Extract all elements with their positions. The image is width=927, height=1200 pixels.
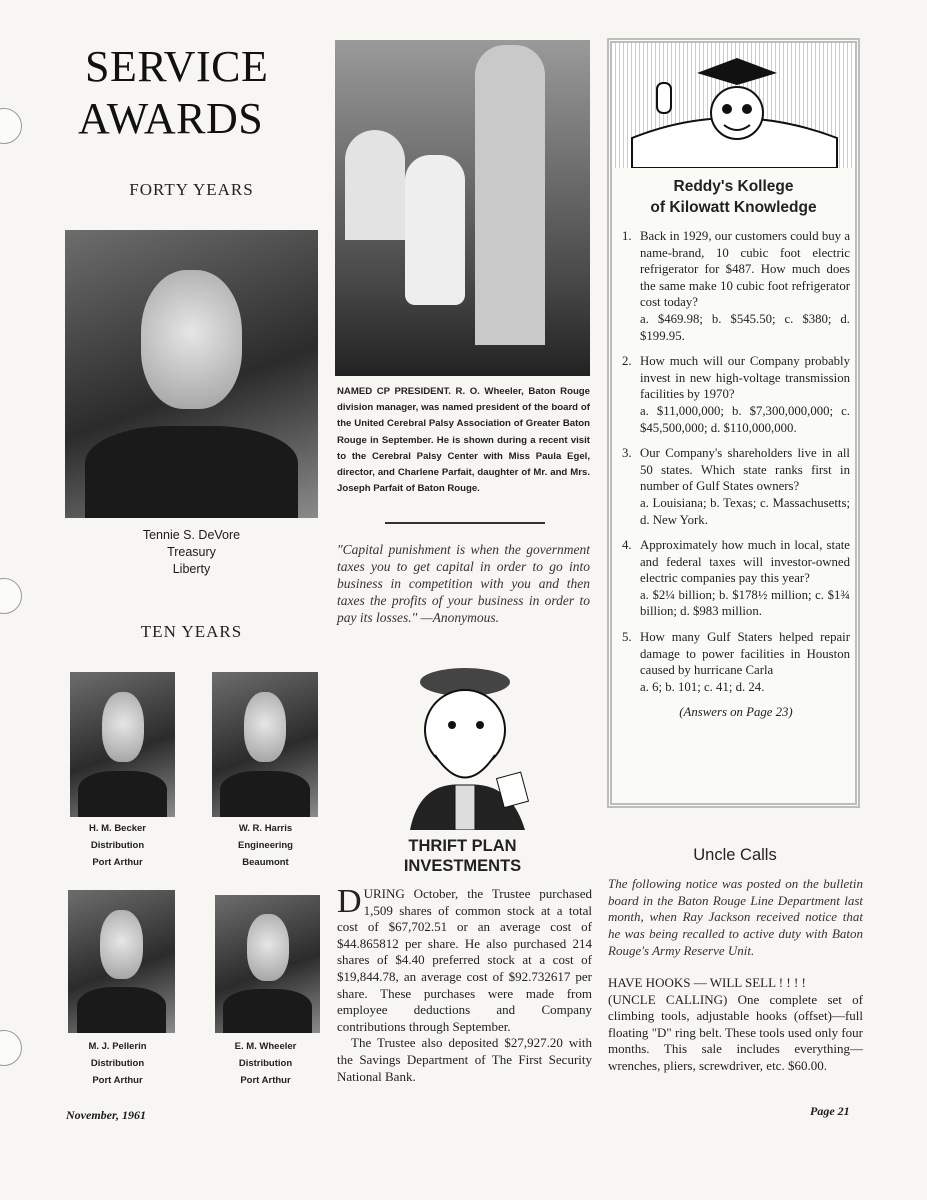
portrait-photo-harris	[212, 672, 318, 817]
photo-caption: NAMED CP PRESIDENT. R. O. Wheeler, Baton Rouge division manager, was named president of the board of the United Cerebral Palsy Association of Greater Baton Rouge in September. He is shown during a recent visit to the Cerebral Palsy Center with Miss Paula Egel, director, and Charlene Parfait, daughter of Mr. and Mrs. Joseph Parfait of Baton Rouge.	[337, 386, 590, 495]
page-title-line1: SERVICE	[85, 42, 269, 91]
question-text: How many Gulf Staters helped repair damage to power facilities in Houston caused by hurricane Carla	[640, 630, 850, 678]
person-name: M. J. Pellerin	[88, 1041, 147, 1052]
person-location: Beaumont	[242, 857, 289, 868]
scotsman-cartoon-illustration	[400, 660, 540, 830]
page-number: Page 21	[810, 1104, 850, 1118]
portrait-photo-becker	[70, 672, 175, 817]
title-line: of Kilowatt Knowledge	[650, 199, 817, 216]
section-heading-forty-years: FORTY YEARS	[129, 180, 254, 199]
quiz-question	[622, 537, 850, 620]
title-line: Reddy's Kollege	[673, 178, 794, 195]
heading-line: THRIFT PLAN	[408, 837, 517, 855]
quiz-title	[612, 176, 855, 218]
reddy-kilowatt-professor-illustration	[612, 43, 855, 168]
quiz-question	[622, 228, 850, 344]
question-options: a. $2¼ billion; b. $178½ million; c. $1¾ billion; d. $983 million.	[640, 587, 850, 619]
question-text: Back in 1929, our customers could buy a name-brand, 10 cubic foot electric refrigerator for $487. How much does the same make 10 cubic foot refrigerator cost today?	[640, 229, 850, 310]
binder-hole	[0, 578, 22, 614]
award-caption-wheeler	[208, 1038, 323, 1089]
photo-cerebral-palsy-visit	[335, 40, 590, 376]
award-caption-becker	[60, 820, 175, 871]
person-department: Treasury	[167, 545, 216, 559]
binder-hole	[0, 1030, 22, 1066]
section-heading-ten-years: TEN YEARS	[140, 622, 243, 641]
quiz-box	[607, 38, 860, 808]
person-name: Tennie S. DeVore	[142, 528, 241, 542]
ornamental-divider	[385, 522, 545, 524]
person-location: Port Arthur	[92, 857, 143, 868]
thrift-plan-article	[337, 883, 592, 1085]
portrait-photo-wheeler	[215, 895, 320, 1033]
question-options: a. $11,000,000; b. $7,300,000,000; c. $45,500,000; d. $110,000,000.	[640, 403, 850, 435]
person-department: Engineering	[238, 840, 293, 851]
question-number: 5.	[622, 630, 632, 645]
person-location: Port Arthur	[240, 1075, 291, 1086]
uncle-calls-intro: The following notice was posted on the bulletin board in the Baton Rouge Line Department last month, when Ray Jackson received notice that he was being recalled to active duty with Baton Rouge's Army Reserve Unit.	[608, 876, 863, 958]
portrait-photo-devore	[65, 230, 318, 518]
portrait-photo-pellerin	[68, 890, 175, 1033]
award-caption-pellerin	[60, 1038, 175, 1089]
notice-headline: HAVE HOOKS — WILL SELL ! ! ! !	[608, 975, 806, 990]
answers-note: (Answers on Page 23)	[679, 705, 793, 720]
quiz-questions	[622, 228, 850, 721]
question-number: 1.	[622, 229, 632, 243]
uncle-calls-heading: Uncle Calls	[693, 846, 777, 864]
quiz-question	[622, 353, 850, 436]
question-number: 3.	[622, 446, 632, 461]
article-paragraph: URING October, the Trustee purchased 1,509 shares of common stock at a total cost of $67,702.51 or an average cost of $44.865812 per share. He also purchased 214 shares of $4.40 preferred stock at a cost of $19,844.78, an average cost of $92.732617 per share. These purchases were made from employee deductions and Company contributions through September.	[337, 886, 592, 1034]
question-text: Our Company's shareholders live in all 50 states. Which state ranks first in number of Gulf States owners?	[640, 446, 850, 494]
question-number: 4.	[622, 538, 632, 553]
question-number: 2.	[622, 354, 632, 369]
binder-hole	[0, 108, 22, 144]
anonymous-quote: "Capital punishment is when the government taxes you to get capital in order to go into business in competition with you and then taxes the profits of your business in order to pay its losses." —Anonymous.	[337, 542, 590, 625]
question-options: a. 6; b. 101; c. 41; d. 24.	[640, 679, 765, 694]
person-location: Port Arthur	[92, 1075, 143, 1086]
person-name: W. R. Harris	[238, 823, 293, 834]
drop-cap: D	[337, 883, 362, 920]
person-department: Distribution	[90, 840, 145, 851]
person-name: H. M. Becker	[88, 823, 147, 834]
issue-date: November, 1961	[66, 1108, 146, 1122]
award-caption-devore	[65, 527, 318, 578]
award-caption-harris	[208, 820, 323, 871]
question-text: Approximately how much in local, state and federal taxes will investor-owned electric companies pay this year?	[640, 538, 850, 586]
question-text: How much will our Company probably invest in new high-voltage transmission facilities by 1970?	[640, 354, 850, 402]
uncle-calls-notice	[608, 975, 863, 1075]
person-department: Distribution	[238, 1058, 293, 1069]
quiz-question	[622, 445, 850, 528]
page-title-line2: AWARDS	[78, 94, 264, 143]
person-department: Distribution	[90, 1058, 145, 1069]
person-location: Liberty	[172, 562, 211, 576]
person-name: E. M. Wheeler	[234, 1041, 297, 1052]
question-options: a. Louisiana; b. Texas; c. Massachusetts; d. New York.	[640, 495, 850, 527]
article-paragraph: The Trustee also deposited $27,927.20 with the Savings Department of The First Security National Bank.	[337, 1035, 592, 1084]
heading-line: INVESTMENTS	[403, 857, 522, 875]
question-options: a. $469.98; b. $545.50; c. $380; d. $199.95.	[640, 311, 850, 343]
notice-body: (UNCLE CALLING) One complete set of climbing tools, adjustable hooks (offset)—full floating "D" ring belt. These tools used only four months. This sale includes everything—wrenches, pliers, screwdriver, etc. $60.00.	[608, 991, 863, 1073]
quiz-question	[622, 629, 850, 695]
thrift-plan-heading	[335, 836, 590, 876]
